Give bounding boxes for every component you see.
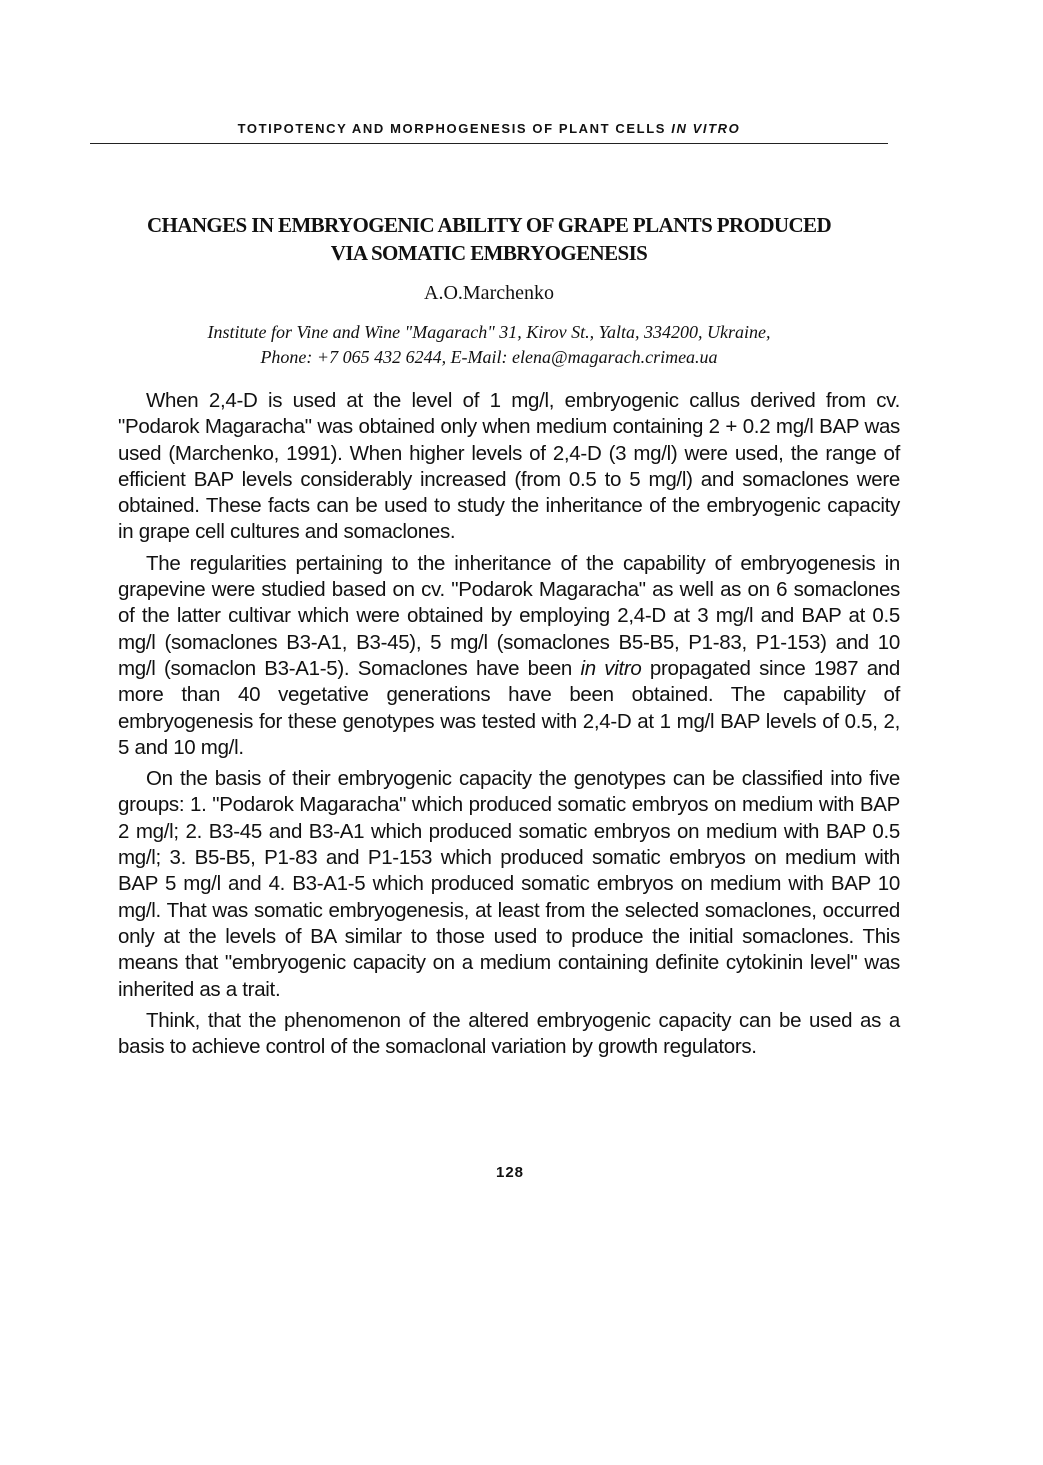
affiliation-line-1: Institute for Vine and Wine "Magarach" 31, Kirov St., Yalta, 334200, Ukraine, bbox=[207, 322, 771, 342]
paragraph-2-italic: in vitro bbox=[580, 656, 642, 680]
header-rule bbox=[90, 143, 888, 144]
paragraph-4: Think, that the phenomenon of the altered embryogenic capacity can be used as a basis to achieve control of the somaclonal variation by growth regulators. bbox=[118, 1008, 900, 1059]
running-head bbox=[90, 121, 888, 137]
title-line-1: CHANGES IN EMBRYOGENIC ABILITY OF GRAPE PLANTS PRODUCED bbox=[146, 213, 832, 237]
paragraph-1: When 2,4-D is used at the level of 1 mg/l, embryogenic callus derived from cv. "Podarok Magaracha" was obtained only when medium containing 2 + 0.2 mg/l BAP was used (Marchenko, 1991). When higher levels of 2,4-D (3 mg/l) were used, the range of efficient BAP levels considerably increased (from 0.5 to 5 mg/l) and somaclones were obtained. These facts can be used to study the inheritance of the embryogenic capacity in grape cell cultures and somaclones. bbox=[118, 389, 900, 544]
article-title bbox=[90, 211, 888, 267]
page-number: 128 bbox=[495, 1164, 525, 1181]
title-line-2: VIA SOMATIC EMBRYOGENESIS bbox=[330, 241, 648, 265]
paragraph-2-part-1: The regularities pertaining to the inheritance of the capability of embryogenesis in grapevine were studied based on cv. "Podarok Magaracha" as well as on 6 somaclones of the latter cultivar which were obtained by employing 2,4-D at 3 mg/l and BAP at 0.5 mg/l (somaclones B3-A1, B3-45), 5 mg/l (somaclones B5-B5, P1-83, P1-153) and 10 mg/l (somaclon B3-A1-5). Somaclones have been bbox=[118, 551, 900, 680]
article-body bbox=[118, 388, 900, 1060]
affiliation bbox=[90, 320, 888, 370]
affiliation-line-2: Phone: +7 065 432 6244, E-Mail: elena@magarach.crimea.ua bbox=[260, 347, 718, 367]
paragraph-2 bbox=[118, 551, 900, 761]
author: A.O.Marchenko bbox=[424, 282, 554, 304]
running-head-text: TOTIPOTENCY AND MORPHOGENESIS OF PLANT CELLS bbox=[237, 121, 667, 136]
paragraph-3: On the basis of their embryogenic capacity the genotypes can be classified into five groups: 1. "Podarok Magaracha" which produced somatic embryos on medium with BAP 2 mg/l; 2. B3-45 and B3-A1 which produced somatic embryos on medium with BAP 0.5 mg/l; 3. B5-B5, P1-83 and P1-153 which produced somatic embryos on medium with BAP 5 mg/l and 4. B3-A1-5 which produced somatic embryos on medium with BAP 10 mg/l. That was somatic embryogenesis, at least from the selected somaclones, occurred only at the levels of BA similar to those used to produce the initial somaclones. This means that "embryogenic capacity on a medium containing definite cytokinin level" was inherited as a trait. bbox=[118, 767, 900, 1001]
running-head-italic: IN VITRO bbox=[671, 121, 741, 136]
paragraph-2-part-2: propagated since 1987 and more than 40 vegetative generations have been obtained. The capability of embryogenesis for these genotypes was tested with 2,4-D at 1 mg/l BAP levels of 0.5, 2, 5 and 10 mg/l. bbox=[118, 656, 900, 759]
